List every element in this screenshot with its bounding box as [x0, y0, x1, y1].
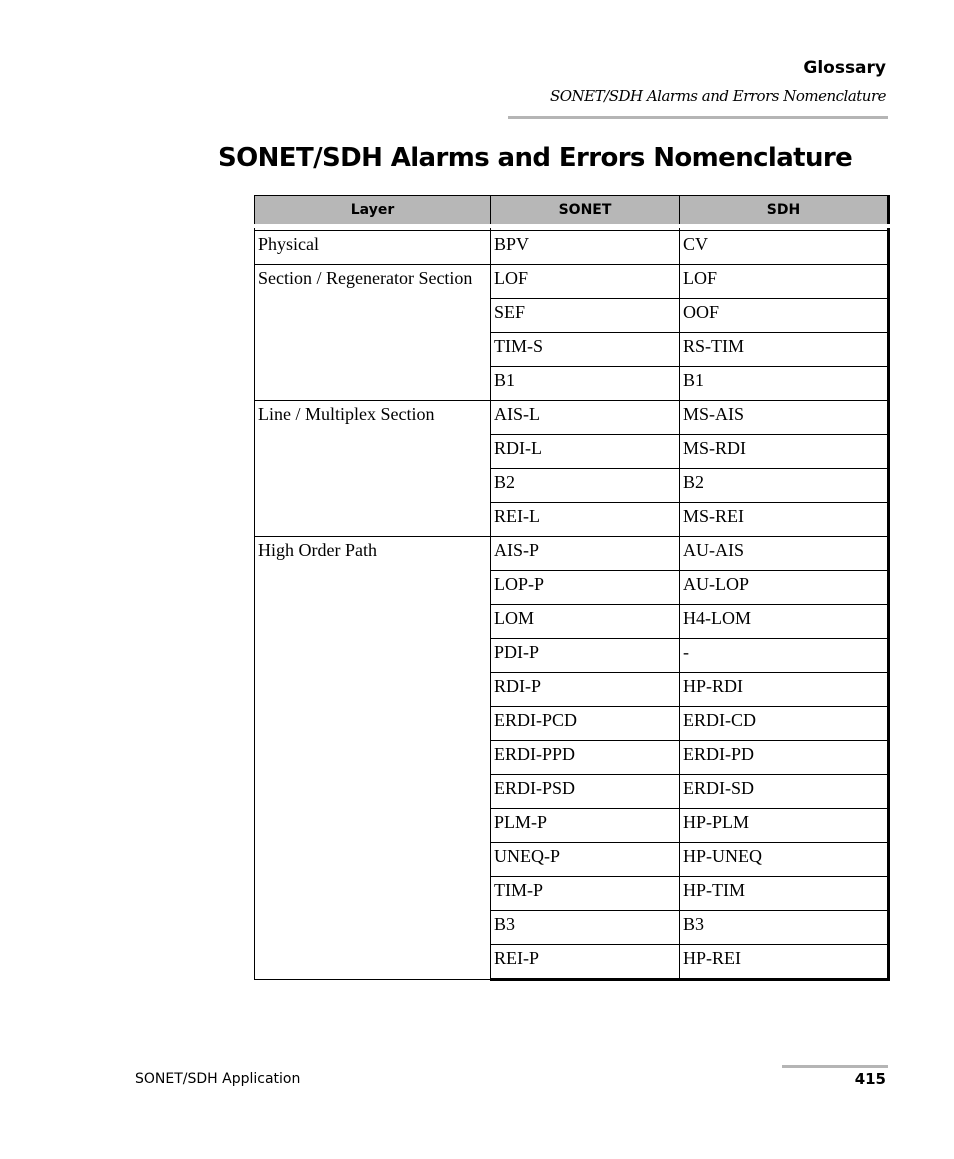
sdh-cell: OOF — [680, 299, 889, 333]
sdh-cell: - — [680, 639, 889, 673]
sonet-cell: LOF — [491, 265, 680, 299]
sdh-cell: ERDI-CD — [680, 707, 889, 741]
running-header-section: SONET/SDH Alarms and Errors Nomenclature — [549, 87, 886, 105]
sonet-cell: REI-L — [491, 503, 680, 537]
sonet-cell: PDI-P — [491, 639, 680, 673]
sonet-cell: B3 — [491, 911, 680, 945]
table-row — [255, 537, 889, 571]
page-title: SONET/SDH Alarms and Errors Nomenclature — [218, 143, 853, 173]
sonet-cell: TIM-S — [491, 333, 680, 367]
column-header-sdh: SDH — [680, 196, 889, 227]
layer-cell: High Order Path — [255, 537, 491, 980]
sdh-cell: CV — [680, 231, 889, 265]
table-row — [255, 231, 889, 265]
sonet-cell: LOM — [491, 605, 680, 639]
sdh-cell: AU-AIS — [680, 537, 889, 571]
sonet-cell: B1 — [491, 367, 680, 401]
sdh-cell: ERDI-PD — [680, 741, 889, 775]
sdh-cell: HP-RDI — [680, 673, 889, 707]
sdh-cell: HP-PLM — [680, 809, 889, 843]
sonet-cell: RDI-L — [491, 435, 680, 469]
sdh-cell: MS-REI — [680, 503, 889, 537]
column-header-layer: Layer — [255, 196, 491, 227]
sdh-cell: RS-TIM — [680, 333, 889, 367]
layer-cell: Section / Regenerator Section — [255, 265, 491, 401]
nomenclature-table — [254, 195, 890, 981]
layer-cell: Physical — [255, 231, 491, 265]
sonet-cell: TIM-P — [491, 877, 680, 911]
sonet-cell: BPV — [491, 231, 680, 265]
footer-document-name: SONET/SDH Application — [135, 1071, 301, 1087]
sdh-cell: AU-LOP — [680, 571, 889, 605]
sonet-cell: UNEQ-P — [491, 843, 680, 877]
sdh-cell: H4-LOM — [680, 605, 889, 639]
sdh-cell: HP-UNEQ — [680, 843, 889, 877]
table-header-row — [255, 196, 889, 227]
sonet-cell: SEF — [491, 299, 680, 333]
table-row — [255, 401, 889, 435]
sonet-cell: LOP-P — [491, 571, 680, 605]
header-divider — [508, 116, 888, 119]
sonet-cell: ERDI-PSD — [491, 775, 680, 809]
running-header-chapter: Glossary — [803, 58, 886, 78]
sonet-cell: B2 — [491, 469, 680, 503]
layer-cell: Line / Multiplex Section — [255, 401, 491, 537]
sonet-cell: AIS-P — [491, 537, 680, 571]
sdh-cell: MS-RDI — [680, 435, 889, 469]
sonet-cell: AIS-L — [491, 401, 680, 435]
sonet-cell: REI-P — [491, 945, 680, 980]
sdh-cell: ERDI-SD — [680, 775, 889, 809]
sdh-cell: B1 — [680, 367, 889, 401]
sonet-cell: ERDI-PPD — [491, 741, 680, 775]
sdh-cell: HP-REI — [680, 945, 889, 980]
sonet-cell: PLM-P — [491, 809, 680, 843]
sonet-cell: ERDI-PCD — [491, 707, 680, 741]
sdh-cell: MS-AIS — [680, 401, 889, 435]
table-body — [255, 226, 889, 980]
table-row — [255, 265, 889, 299]
sdh-cell: B2 — [680, 469, 889, 503]
footer-divider — [782, 1065, 888, 1068]
sdh-cell: HP-TIM — [680, 877, 889, 911]
sdh-cell: B3 — [680, 911, 889, 945]
page-number: 415 — [854, 1070, 886, 1088]
column-header-sonet: SONET — [491, 196, 680, 227]
sdh-cell: LOF — [680, 265, 889, 299]
sonet-cell: RDI-P — [491, 673, 680, 707]
